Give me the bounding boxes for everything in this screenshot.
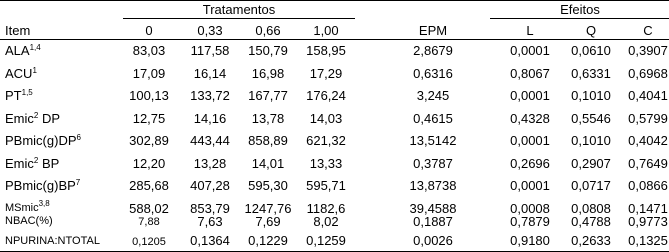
table-cell: 407,28 bbox=[190, 178, 230, 193]
table-cell: 0,9180 bbox=[510, 233, 550, 248]
table-cell: 0,4042 bbox=[628, 133, 668, 148]
table-cell: 0,0026 bbox=[413, 233, 453, 248]
table-cell: 0,4615 bbox=[413, 111, 453, 126]
table-cell: 13,8738 bbox=[409, 178, 457, 193]
table-cell: 16,14 bbox=[193, 66, 227, 81]
table-cell: 285,68 bbox=[129, 178, 169, 193]
table-cell: 0,6316 bbox=[413, 66, 453, 81]
table-cell: 443,44 bbox=[190, 133, 230, 148]
row-label: Emic$^2$ BP bbox=[5, 156, 60, 171]
tratamentos-underline bbox=[123, 18, 355, 19]
row-label: Emic$^2$ DP bbox=[5, 111, 61, 126]
table-cell: 2,8679 bbox=[413, 43, 453, 58]
table-cell: 3,245 bbox=[416, 88, 450, 103]
table-cell: 0,1259 bbox=[306, 233, 346, 248]
col-header-066: 0,66 bbox=[255, 23, 281, 38]
table-cell: 0,4788 bbox=[571, 214, 611, 229]
row-label: NBAC(%) bbox=[5, 215, 53, 227]
table-cell: 13,28 bbox=[193, 156, 227, 171]
table-cell: 0,1010 bbox=[571, 133, 611, 148]
table-cell: 0,1364 bbox=[190, 233, 230, 248]
table-cell: 158,95 bbox=[306, 43, 346, 58]
table-cell: 0,2907 bbox=[571, 156, 611, 171]
table-cell: 176,24 bbox=[306, 88, 346, 103]
col-header-item: Item bbox=[5, 23, 31, 38]
row-label: ALA$^{1,4}$ bbox=[5, 43, 41, 58]
table-cell: 0,0008 bbox=[510, 201, 550, 216]
table-cell: 100,13 bbox=[129, 88, 169, 103]
table-cell: 39,4588 bbox=[409, 201, 457, 216]
table-cell: 0,9773 bbox=[628, 214, 668, 229]
table-cell: 0,8067 bbox=[510, 66, 550, 81]
table-cell: 0,1887 bbox=[413, 214, 453, 229]
table-cell: 0,4328 bbox=[510, 111, 550, 126]
row-label: $PBmic(g)DP^6$ bbox=[5, 133, 81, 148]
col-header-q: Q bbox=[585, 23, 597, 38]
table-cell: 0,0001 bbox=[510, 133, 550, 148]
table-cell: 12,20 bbox=[132, 156, 166, 171]
table-cell: 0,0808 bbox=[571, 201, 611, 216]
table-cell: 858,89 bbox=[248, 133, 288, 148]
table-cell: 0,0001 bbox=[510, 43, 550, 58]
table-cell: 13,78 bbox=[251, 111, 285, 126]
table-cell: 13,33 bbox=[309, 156, 343, 171]
top-rule bbox=[0, 0, 669, 1]
table-cell: 0,0866 bbox=[628, 178, 668, 193]
table-cell: 1247,76 bbox=[244, 201, 292, 216]
table-cell: 0,2696 bbox=[510, 156, 550, 171]
table-cell: 0,4041 bbox=[628, 88, 668, 103]
table-cell: 133,72 bbox=[190, 88, 230, 103]
col-header-l: L bbox=[526, 23, 534, 38]
col-header-100: 1,00 bbox=[313, 23, 339, 38]
table-cell: 0,3787 bbox=[413, 156, 453, 171]
table-cell: 621,32 bbox=[306, 133, 346, 148]
table-cell: 0,0001 bbox=[510, 178, 550, 193]
header-bottom-rule bbox=[0, 39, 669, 40]
table-cell: 0,1010 bbox=[571, 88, 611, 103]
table-cell: 83,03 bbox=[132, 43, 166, 58]
table-cell: 588,02 bbox=[129, 201, 169, 216]
table-cell: 16,98 bbox=[251, 66, 285, 81]
table-cell: 17,29 bbox=[309, 66, 343, 81]
table-cell: 13,5142 bbox=[409, 133, 457, 148]
table-cell: 302,89 bbox=[129, 133, 169, 148]
table-cell: 1182,6 bbox=[306, 201, 346, 216]
table-cell: 117,58 bbox=[190, 43, 230, 58]
table-cell: 150,79 bbox=[248, 43, 288, 58]
table-cell: 0,1205 bbox=[132, 236, 166, 248]
col-header-epm: EPM bbox=[418, 23, 448, 38]
efeitos-underline bbox=[490, 18, 669, 19]
table-cell: 0,1229 bbox=[248, 233, 288, 248]
row-label: PT$^{1,5}$ bbox=[5, 88, 33, 103]
table-cell: 14,16 bbox=[193, 111, 227, 126]
table-cell: 14,01 bbox=[251, 156, 285, 171]
table-cell: 0,0717 bbox=[571, 178, 611, 193]
row-label: MSmic$^{3,8}$ bbox=[5, 199, 50, 214]
table-cell: 12,75 bbox=[132, 111, 166, 126]
table-cell: 0,6331 bbox=[571, 66, 611, 81]
row-label: $PBmic(g)BP^7$ bbox=[5, 178, 81, 193]
header-efeitos: Efeitos bbox=[560, 2, 600, 17]
table-cell: 0,1471 bbox=[628, 201, 668, 216]
table-cell: 595,71 bbox=[306, 178, 346, 193]
row-label: ACU$^1$ bbox=[5, 66, 37, 81]
table-cell: 0,7879 bbox=[510, 214, 550, 229]
table-cell: 0,3907 bbox=[628, 43, 668, 58]
table-cell: 0,5546 bbox=[571, 111, 611, 126]
table-cell: 167,77 bbox=[248, 88, 288, 103]
col-header-033: 0,33 bbox=[197, 23, 223, 38]
table-cell: 14,03 bbox=[309, 111, 343, 126]
table-cell: 0,2633 bbox=[571, 233, 611, 248]
table-cell: 17,09 bbox=[132, 66, 166, 81]
col-header-c: C bbox=[643, 23, 653, 38]
table-cell: 0,0001 bbox=[510, 88, 550, 103]
col-header-0: 0 bbox=[145, 23, 153, 38]
table-cell: 0,0610 bbox=[571, 43, 611, 58]
table-cell: 0,6968 bbox=[628, 66, 668, 81]
table-cell: 0,1325 bbox=[628, 233, 668, 248]
table-cell: 8,02 bbox=[313, 214, 339, 229]
table-cell: 853,79 bbox=[190, 201, 230, 216]
table-cell: 7,63 bbox=[197, 214, 223, 229]
table-cell: 0,7649 bbox=[628, 156, 668, 171]
header-tratamentos: Tratamentos bbox=[202, 2, 276, 17]
table-cell: 0,5799 bbox=[628, 111, 668, 126]
row-label: NPURINA:NTOTAL bbox=[5, 235, 100, 247]
table-cell: 7,69 bbox=[255, 214, 281, 229]
table-cell: 595,30 bbox=[248, 178, 288, 193]
table-cell: 7,88 bbox=[138, 216, 160, 228]
